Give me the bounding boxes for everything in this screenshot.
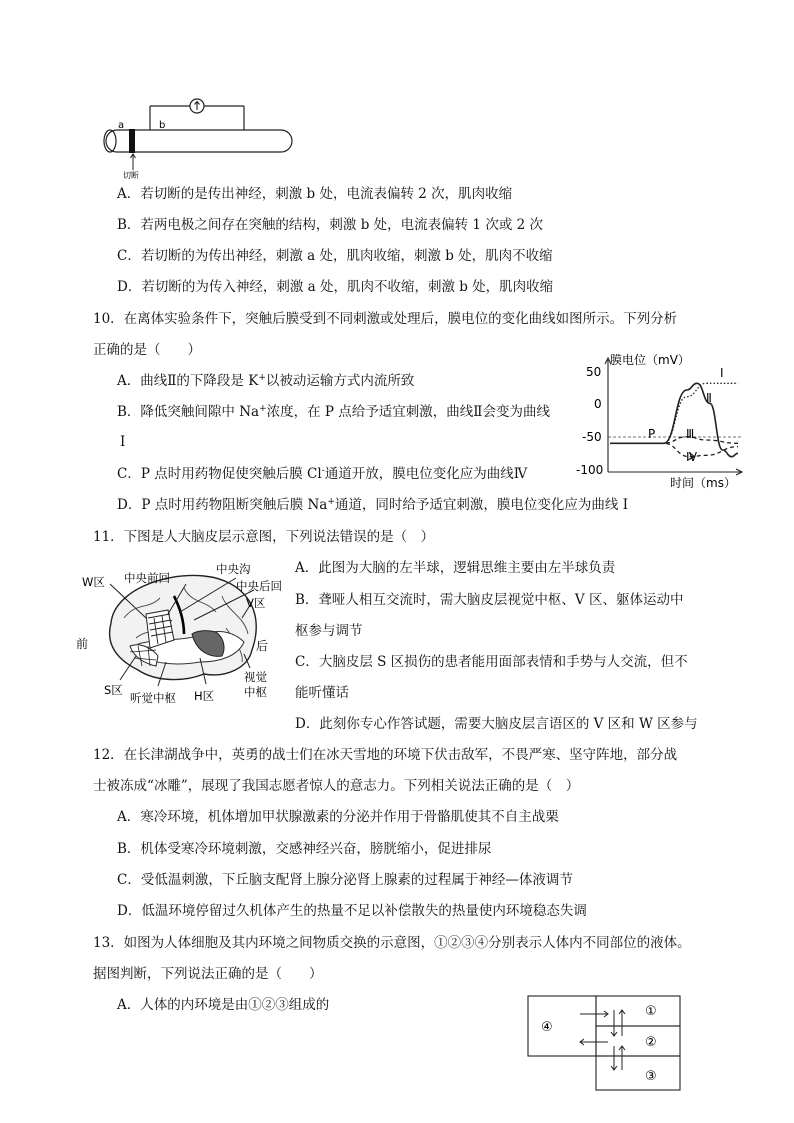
q12-stem-2: 士被冻成“冰雕”，展现了我国志愿者惊人的意志力。下列相关说法正确的是（ ）	[93, 778, 580, 794]
label-a: a	[118, 120, 125, 131]
nerve-stimulation-figure	[96, 94, 302, 180]
label-fluid-2: ②	[645, 1035, 657, 1050]
q13-stem-1: 13．如图为人体细胞及其内环境之间物质交换的示意图，①②③④分别表示人体内不同部位的液体。	[93, 935, 691, 951]
label-sulcus: 中央沟	[216, 562, 251, 576]
label-w-area: W区	[82, 575, 105, 589]
series-line-1	[610, 383, 738, 443]
series-label-2: Ⅱ	[706, 391, 712, 405]
label-fluid-4: ④	[541, 1020, 553, 1035]
q9-option-b: B．若两电极之间存在突触的结构，刺激 b 处，电流表偏转 1 次或 2 次	[117, 217, 543, 233]
y-tick-50: 50	[586, 365, 602, 379]
series-label-3: Ⅲ	[686, 427, 695, 441]
x-axis-label: 时间（ms）	[670, 476, 736, 490]
q12-option-b: B．机体受寒冷环境刺激，交感神经兴奋，膀胱缩小，促进排尿	[117, 841, 492, 857]
series-label-1: Ⅰ	[720, 366, 724, 380]
series-label-4: Ⅳ	[686, 450, 698, 464]
q12-option-c: C．受低温刺激，下丘脑支配肾上腺分泌肾上腺素的过程属于神经—体液调节	[117, 872, 573, 888]
y-tick-minus50: -50	[582, 430, 602, 444]
label-precentral: 中央前回	[124, 571, 170, 585]
label-fluid-1: ①	[645, 1004, 657, 1019]
q10-option-d: D．P 点时用药物阻断突触后膜 Na+通道，同时给予适宜刺激，膜电位变化应为曲线 Ⅰ	[117, 497, 629, 513]
label-v-area: V区	[246, 596, 266, 610]
q13-option-a: A．人体的内环境是由①②③组成的	[117, 997, 330, 1013]
q12-option-d: D．低温环境停留过久机体产生的热量不足以补偿散失的热量使内环境稳态失调	[117, 903, 587, 919]
label-back: 后	[256, 639, 269, 653]
q11-option-a: A．此图为大脑的左半球，逻辑思维主要由左半球负责	[295, 560, 616, 576]
q10-option-b-line2: Ⅰ	[120, 434, 126, 450]
q10-option-b: B．降低突触间隙中 Na+浓度，在 P 点给予适宜刺激，曲线Ⅱ会变为曲线	[117, 404, 550, 420]
q11-option-c-1: C．大脑皮层 S 区损伤的患者能用面部表情和手势与人交流，但不	[295, 654, 688, 670]
q11-option-b-1: B．聋哑人相互交流时，需大脑皮层视觉中枢、V 区、躯体运动中	[295, 592, 684, 608]
label-s-area: S区	[104, 683, 123, 697]
y-tick-0: 0	[594, 397, 602, 411]
y-tick-minus100: -100	[576, 463, 604, 477]
series-line-2	[610, 383, 738, 456]
label-b: b	[159, 120, 166, 131]
q13-stem-2: 据图判断，下列说法正确的是（ ）	[93, 966, 323, 982]
q11-stem: 11．下图是人大脑皮层示意图，下列说法错误的是（ ）	[93, 529, 435, 545]
y-axis-label: 膜电位（mV）	[610, 353, 690, 367]
q12-option-a: A．寒冷环境，机体增加甲状腺激素的分泌并作用于骨骼肌使其不自主战栗	[117, 809, 559, 825]
label-fluid-3: ③	[645, 1069, 657, 1084]
label-visual-1: 视觉	[244, 670, 267, 684]
brain-cortex-figure	[76, 558, 288, 730]
q10-option-c: C．P 点时用药物促使突触后膜 Cl-通道开放，膜电位变化应为曲线Ⅳ	[117, 466, 528, 482]
fluid-exchange-figure	[524, 994, 686, 1094]
point-p-label: P	[648, 427, 656, 441]
label-h-area: H区	[194, 689, 215, 703]
label-postcentral: 中央后回	[236, 579, 282, 593]
label-cut: 切断	[123, 171, 139, 180]
label-visual-2: 中枢	[244, 685, 267, 699]
q11-option-c-2: 能听懂话	[295, 685, 349, 701]
q10-stem-line2: 正确的是（ ）	[93, 342, 201, 358]
q9-option-a: A．若切断的是传出神经，刺激 b 处，电流表偏转 2 次，肌肉收缩	[117, 186, 513, 202]
cut-mark	[129, 129, 135, 153]
q12-stem-1: 12．在长津湖战争中，英勇的战士们在冰天雪地的环境下伏击敌军，不畏严寒、坚守阵地，部分战	[93, 747, 678, 763]
label-auditory: 听觉中枢	[130, 691, 176, 705]
q10-stem-line1: 10．在离体实验条件下，突触后膜受到不同刺激或处理后，膜电位的变化曲线如图所示。下列分析	[93, 311, 678, 327]
q9-option-d: D．若切断的为传入神经，刺激 a 处，肌肉不收缩，刺激 b 处，肌肉收缩	[117, 279, 554, 295]
q11-option-b-2: 枢参与调节	[295, 623, 363, 639]
label-front: 前	[76, 637, 89, 651]
q11-option-d: D．此刻你专心作答试题，需要大脑皮层言语区的 V 区和 W 区参与	[295, 716, 698, 732]
membrane-potential-chart	[570, 350, 750, 492]
q9-option-c: C．若切断的为传出神经，刺激 a 处，肌肉收缩，刺激 b 处，肌肉不收缩	[117, 248, 553, 264]
q10-option-a: A．曲线Ⅱ的下降段是 K+以被动运输方式内流所致	[117, 373, 415, 389]
